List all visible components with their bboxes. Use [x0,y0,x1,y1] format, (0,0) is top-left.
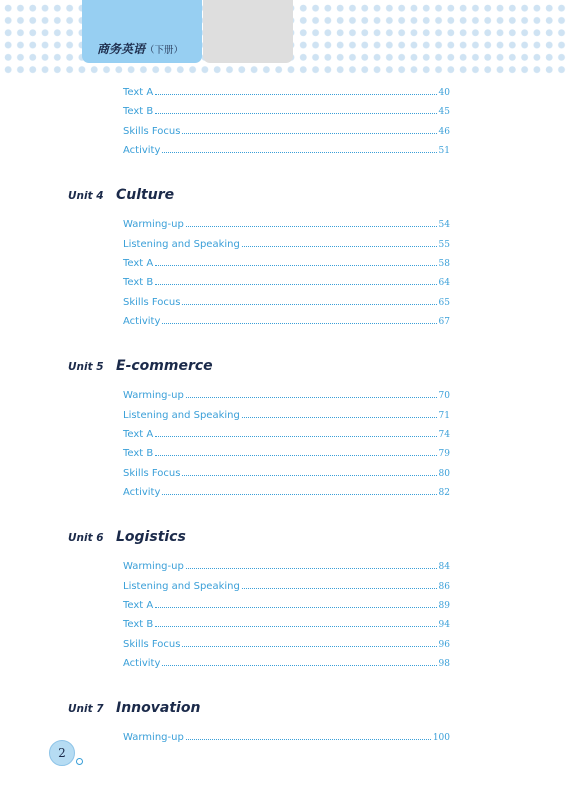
toc-entry-title: Skills Focus [123,638,181,650]
toc-entry-page: 80 [438,468,450,479]
toc-entry-page: 70 [438,391,450,402]
toc-entry[interactable] [123,234,450,250]
unit-title: Innovation [116,700,201,717]
dot-leader [242,588,437,589]
unit-heading[interactable] [68,526,186,546]
toc-entry[interactable] [123,614,450,630]
toc-entry[interactable] [123,253,450,269]
book-title-text: 商务英语 [97,42,146,56]
toc-entry[interactable] [123,463,450,479]
toc-entry[interactable] [123,482,450,498]
unit-heading[interactable] [68,184,174,204]
toc-entry-page: 86 [438,581,450,592]
book-volume: （下册） [145,45,184,56]
toc-entry-page: 54 [438,220,450,231]
toc-entry-title: Activity [123,658,161,670]
toc-entry-page: 65 [438,297,450,308]
page-decoration-dot [76,758,83,765]
toc-entry[interactable] [123,292,450,308]
toc-entry[interactable] [123,82,450,98]
toc-entry-page: 100 [432,733,450,744]
toc-entry-page: 45 [438,107,450,118]
dot-leader [182,646,436,647]
dot-leader [155,94,436,95]
dot-leader [155,626,436,627]
toc-entry[interactable] [123,311,450,327]
toc-entry-title: Text A [123,429,154,440]
toc-entry-title: Activity [123,487,161,499]
toc-entry-title: Text B [123,448,154,460]
toc-entry-title: Text A [123,87,154,98]
toc-entry-page: 94 [438,620,450,631]
dot-leader [186,226,437,227]
toc-entry-title: Warming-up [123,732,184,744]
dot-leader [162,323,436,324]
toc-entry-page: 58 [438,259,450,269]
dot-leader [186,397,437,398]
toc-entry-title: Warming-up [123,390,184,402]
toc-entry[interactable] [123,595,450,611]
toc-entry[interactable] [123,576,450,592]
toc-entry[interactable] [123,101,450,117]
unit-title: E-commerce [116,358,213,375]
toc-entry-title: Text B [123,277,154,289]
toc-entry[interactable] [123,385,450,401]
dot-leader [242,417,437,418]
dot-leader [155,607,436,608]
toc-entry-page: 74 [438,430,450,440]
toc-entry[interactable] [123,727,450,743]
dot-leader [155,284,436,285]
toc-entry-page: 40 [438,88,450,98]
toc-entry-page: 71 [438,410,450,421]
unit-number: Unit 7 [68,703,104,716]
toc-entry-title: Text B [123,619,154,631]
toc-entry-page: 89 [438,601,450,611]
toc-entry-page: 84 [438,562,450,573]
dot-leader [242,246,437,247]
toc-entry-title: Warming-up [123,219,184,231]
toc-entry[interactable] [123,214,450,230]
toc-entry-title: Text A [123,600,154,611]
toc-entry-page: 79 [438,449,450,460]
toc-entry[interactable] [123,272,450,288]
toc-entry-title: Listening and Speaking [123,409,240,421]
toc-entry-page: 55 [438,239,450,250]
toc-entry-page: 82 [438,488,450,499]
toc-entry-title: Activity [123,145,161,157]
toc-entry-page: 51 [438,146,450,157]
dot-leader [186,739,431,740]
dot-leader [186,568,437,569]
toc-entry[interactable] [123,556,450,572]
toc-entry-page: 64 [438,278,450,289]
unit-number: Unit 5 [68,361,104,374]
dot-leader [162,665,436,666]
toc-entry[interactable] [123,443,450,459]
toc-entry[interactable] [123,140,450,156]
toc-entry-page: 46 [438,126,450,137]
toc-entry-page: 67 [438,317,450,328]
toc-entry-title: Skills Focus [123,125,181,137]
toc-entry-title: Text B [123,106,154,118]
page-number-badge [49,740,75,766]
unit-title: Culture [116,187,175,204]
page-number: 2 [58,746,66,760]
unit-number: Unit 6 [68,532,104,545]
toc-entry-title: Text A [123,258,154,269]
toc-entry-page: 96 [438,639,450,650]
dot-leader [155,265,436,266]
header-gray-tab [203,0,293,63]
dot-leader [162,152,436,153]
dot-leader [182,133,436,134]
dot-leader [162,494,436,495]
toc-entry[interactable] [123,405,450,421]
toc-entry-title: Warming-up [123,561,184,573]
toc-entry[interactable] [123,424,450,440]
toc-entry[interactable] [123,121,450,137]
dot-leader [155,113,436,114]
toc-entry-page: 98 [438,659,450,670]
toc-entry-title: Activity [123,316,161,328]
toc-entry-title: Listening and Speaking [123,580,240,592]
dot-leader [155,436,436,437]
book-title [97,40,183,57]
unit-title: Logistics [116,529,186,546]
toc-entry-title: Skills Focus [123,296,181,308]
toc-entry-title: Listening and Speaking [123,238,240,250]
dot-leader [182,475,436,476]
unit-number: Unit 4 [68,190,104,203]
unit-heading[interactable] [68,355,213,375]
toc-entry-title: Skills Focus [123,467,181,479]
unit-heading[interactable] [68,697,200,717]
dot-leader [182,304,436,305]
toc-entry[interactable] [123,653,450,669]
toc-entry[interactable] [123,634,450,650]
dot-leader [155,455,436,456]
